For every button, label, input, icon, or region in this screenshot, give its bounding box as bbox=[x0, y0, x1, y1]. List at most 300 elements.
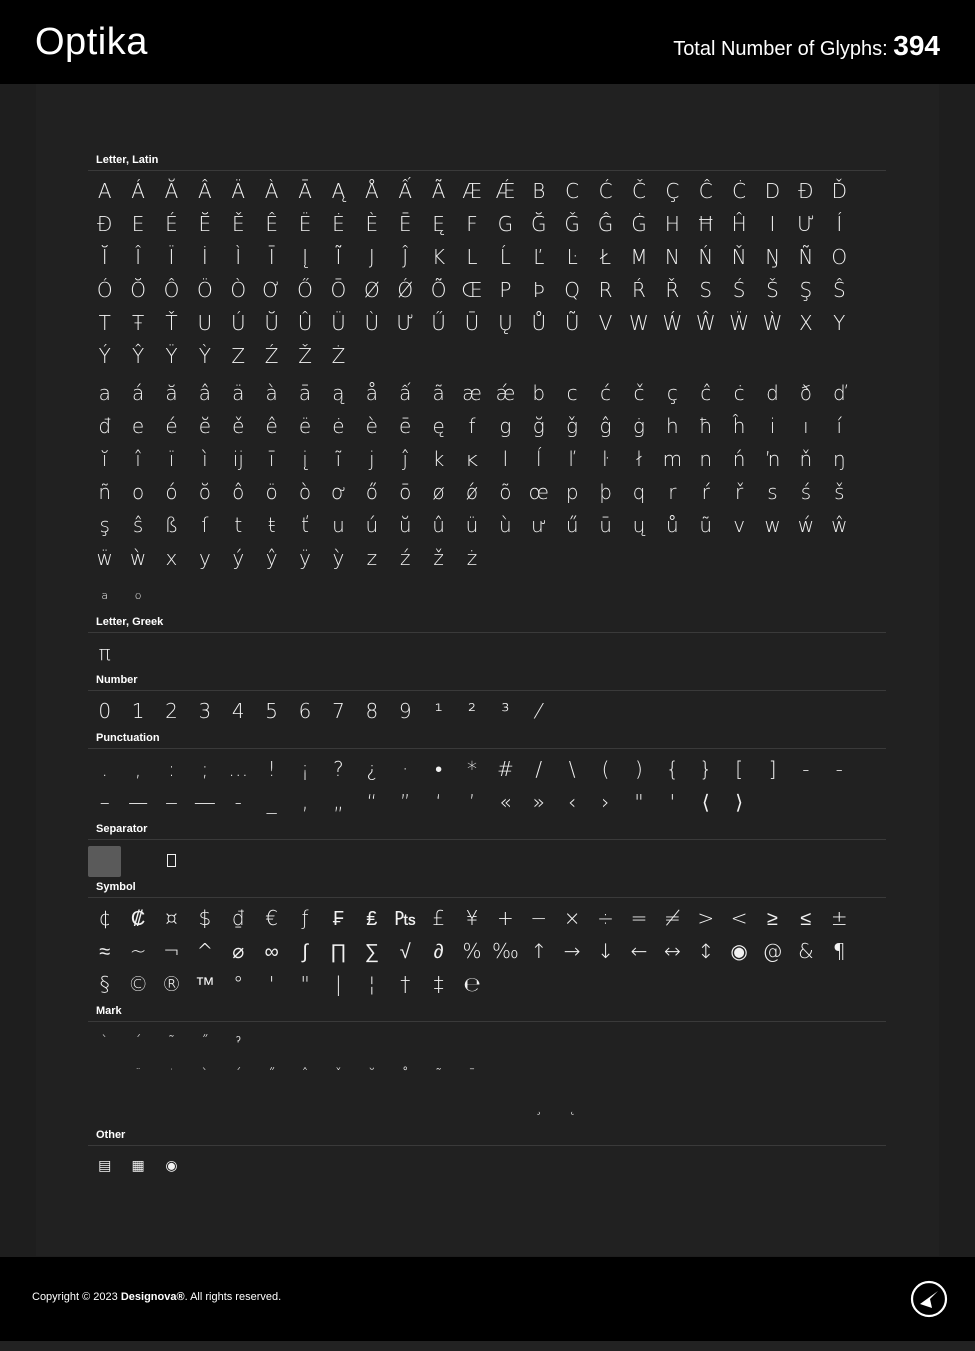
glyph-cell: ä bbox=[232, 381, 245, 405]
glyph-grid bbox=[88, 691, 886, 728]
glyph-cell: ė bbox=[332, 414, 345, 438]
glyph-cell: ‒ bbox=[165, 790, 178, 814]
glyph-cell: Ė bbox=[332, 212, 345, 236]
glyph-cell: E bbox=[131, 212, 145, 236]
glyph-cell: Ĺ bbox=[499, 245, 511, 269]
glyph-cell: ā bbox=[298, 381, 312, 405]
glyph-cell: ˙ bbox=[167, 1067, 175, 1083]
glyph-cell: ĝ bbox=[599, 414, 612, 438]
section-label: Symbol bbox=[88, 877, 886, 898]
glyph-cell: ¬ bbox=[163, 939, 180, 963]
glyph-cell: ư bbox=[530, 513, 547, 537]
glyph-cell: Ġ bbox=[631, 212, 647, 236]
glyph-grid bbox=[88, 1022, 886, 1125]
section-other bbox=[88, 1125, 886, 1183]
glyph-cell: ⟨ bbox=[701, 790, 710, 814]
glyph-cell bbox=[389, 1092, 422, 1125]
glyph-cell: £ bbox=[432, 906, 445, 930]
glyph-cell: N bbox=[664, 245, 680, 269]
glyph-cell: o bbox=[131, 480, 145, 504]
glyph-cell: Ë bbox=[298, 212, 312, 236]
glyph-cell: ˛ bbox=[568, 1100, 576, 1116]
glyph-cell bbox=[522, 1059, 555, 1092]
glyph-cell: ẁ bbox=[129, 546, 147, 570]
glyph-cell: [ bbox=[735, 757, 744, 781]
glyph-total bbox=[673, 26, 940, 69]
glyph-cell: ’ bbox=[468, 790, 476, 814]
glyph-cell: a bbox=[98, 381, 111, 405]
glyph-cell: 4 bbox=[231, 699, 245, 723]
glyph-cell: r bbox=[668, 480, 677, 504]
separator-blank-cell bbox=[121, 844, 154, 877]
section-label: Mark bbox=[88, 1001, 886, 1022]
glyph-cell: “ bbox=[366, 790, 377, 814]
glyph-cell: ₣ bbox=[332, 906, 344, 930]
glyph-cell bbox=[555, 1059, 588, 1092]
glyph-cell: J bbox=[368, 245, 375, 269]
glyph-cell: + bbox=[497, 906, 514, 930]
glyph-cell: K bbox=[432, 245, 446, 269]
glyph-cell: ō bbox=[399, 480, 412, 504]
glyph-cell bbox=[489, 1092, 522, 1125]
glyph-cell: € bbox=[265, 906, 279, 930]
glyph-cell: ◉ bbox=[730, 939, 748, 963]
glyph-cell: ∂ bbox=[433, 939, 444, 963]
glyph-cell: Ł bbox=[599, 245, 612, 269]
glyph-cell: Ỳ bbox=[198, 344, 211, 368]
glyph-cell: æ bbox=[462, 381, 482, 405]
glyph-cell bbox=[322, 1092, 355, 1125]
glyph-cell: ś bbox=[800, 480, 812, 504]
glyph-cell: Ŏ bbox=[130, 278, 146, 302]
glyph-cell: ť bbox=[301, 513, 309, 537]
glyph-cell: ↓ bbox=[597, 939, 614, 963]
glyph-cell: ŋ bbox=[832, 447, 846, 471]
glyph-cell: İ bbox=[201, 245, 208, 269]
glyph-cell: Ű bbox=[431, 311, 446, 335]
glyph-cell bbox=[422, 1092, 455, 1125]
section-label: Letter, Greek bbox=[88, 612, 886, 633]
glyph-grid bbox=[88, 171, 886, 373]
glyph-cell: Ù bbox=[364, 311, 380, 335]
glyph-cell: ű bbox=[565, 513, 579, 537]
glyph-cell: Ž bbox=[298, 344, 312, 368]
glyph-cell: Ŀ bbox=[566, 245, 578, 269]
glyph-cell: ã bbox=[432, 381, 445, 405]
glyph-cell bbox=[622, 1059, 655, 1092]
glyph-cell: Å bbox=[364, 179, 379, 203]
glyph-cell: Á bbox=[131, 179, 145, 203]
glyph-cell: ż bbox=[466, 546, 478, 570]
glyph-cell bbox=[823, 1026, 856, 1059]
glyph-cell: ¤ bbox=[165, 906, 178, 930]
glyph-cell bbox=[789, 1026, 822, 1059]
glyph-cell: Ż bbox=[331, 344, 346, 368]
glyph-cell: Ô bbox=[163, 278, 180, 302]
glyph-cell: Ẅ bbox=[729, 311, 749, 335]
glyph-cell: ğ bbox=[532, 414, 545, 438]
glyph-cell: Ï bbox=[168, 245, 175, 269]
glyph-cell: Ĕ bbox=[198, 212, 212, 236]
section-label: Letter, Latin bbox=[88, 150, 886, 171]
glyph-cell: ˆ bbox=[301, 1067, 309, 1083]
glyph-cell: ` bbox=[201, 1067, 209, 1083]
glyph-cell: Î bbox=[135, 245, 142, 269]
glyph-cell: = bbox=[630, 906, 648, 930]
glyph-cell: √ bbox=[399, 939, 411, 963]
glyph-cell: – bbox=[99, 790, 110, 814]
glyph-cell: Ŵ bbox=[695, 311, 716, 335]
glyph-cell: Ä bbox=[231, 179, 246, 203]
glyph-cell: ² bbox=[467, 699, 476, 723]
glyph-cell: Ş bbox=[799, 278, 813, 302]
glyph-cell: S bbox=[699, 278, 713, 302]
glyph-cell bbox=[689, 1026, 722, 1059]
glyph-cell: ˀ bbox=[235, 1034, 241, 1050]
glyph-cell: T bbox=[98, 311, 111, 335]
glyph-cell: † bbox=[400, 972, 411, 996]
glyph-cell: Ć bbox=[598, 179, 613, 203]
glyph-cell: ö bbox=[265, 480, 278, 504]
glyph-cell: q bbox=[632, 480, 646, 504]
glyph-cell: ę bbox=[432, 414, 445, 438]
glyph-cell: " bbox=[634, 790, 644, 814]
glyph-cell: > bbox=[697, 906, 715, 930]
glyph-cell: 0 bbox=[98, 699, 112, 723]
glyph-cell: ü bbox=[465, 513, 479, 537]
glyph-cell: ç bbox=[666, 381, 678, 405]
glyph-cell: ƒ bbox=[301, 906, 309, 930]
glyph-cell: ò bbox=[298, 480, 312, 504]
section-mark bbox=[88, 1001, 886, 1125]
glyph-cell: Œ bbox=[461, 278, 483, 302]
glyph-cell: 6 bbox=[298, 699, 312, 723]
glyph-cell: " bbox=[300, 972, 310, 996]
glyph-cell: ‑ bbox=[234, 790, 242, 814]
glyph-cell: ³ bbox=[501, 699, 510, 723]
glyph-cell bbox=[589, 1026, 622, 1059]
section-latin bbox=[88, 150, 886, 373]
glyph-cell: Ľ bbox=[533, 245, 545, 269]
glyph-cell bbox=[288, 1092, 321, 1125]
glyph-cell bbox=[823, 1059, 856, 1092]
glyph-cell: Ń bbox=[698, 245, 714, 269]
glyph-cell: đ bbox=[98, 414, 112, 438]
glyph-cell: * bbox=[466, 757, 477, 781]
glyph-cell: ų bbox=[632, 513, 646, 537]
glyph-cell: z bbox=[366, 546, 378, 570]
glyph-cell: Q bbox=[564, 278, 581, 302]
glyph-cell: ‰ bbox=[491, 939, 519, 963]
glyph-cell: ū bbox=[599, 513, 612, 537]
glyph-cell: Ú bbox=[230, 311, 246, 335]
glyph-cell: ð bbox=[799, 381, 813, 405]
glyph-cell: R bbox=[598, 278, 613, 302]
glyph-cell: ŵ bbox=[831, 513, 848, 537]
glyph-cell: ş bbox=[99, 513, 110, 537]
glyph-cell: Ǧ bbox=[564, 212, 580, 236]
section-label: Punctuation bbox=[88, 728, 886, 749]
glyph-cell: ũ bbox=[699, 513, 713, 537]
glyph-cell: Ð bbox=[798, 179, 814, 203]
glyph-cell: Ą bbox=[331, 179, 346, 203]
glyph-cell: p bbox=[565, 480, 579, 504]
glyph-cell: ∏ bbox=[330, 939, 347, 963]
glyph-cell: - bbox=[802, 757, 810, 781]
glyph-cell: i bbox=[769, 414, 776, 438]
glyph-cell: { bbox=[665, 757, 679, 781]
glyph-cell: ĳ bbox=[232, 447, 244, 471]
glyph-cell: Ċ bbox=[732, 179, 747, 203]
glyph-cell: Þ bbox=[532, 278, 545, 302]
glyph-cell: Ấ bbox=[398, 179, 413, 203]
glyph-cell: I bbox=[769, 212, 776, 236]
glyph-cell: õ bbox=[499, 480, 512, 504]
copyright bbox=[32, 1291, 281, 1303]
glyph-cell bbox=[455, 1092, 488, 1125]
glyph-cell: Ų bbox=[498, 311, 513, 335]
glyph-cell: 1 bbox=[131, 699, 145, 723]
glyph-cell: ₧ bbox=[394, 906, 417, 930]
separator-space-glyph bbox=[88, 846, 121, 877]
glyph-cell: o bbox=[134, 589, 142, 602]
glyph-cell: ― bbox=[194, 790, 215, 814]
glyph-cell: ! bbox=[267, 757, 276, 781]
section-label: Separator bbox=[88, 819, 886, 840]
glyph-cell: ° bbox=[233, 972, 244, 996]
glyph-cell bbox=[489, 1026, 522, 1059]
glyph-cell: » bbox=[532, 790, 545, 814]
glyph-cell: ï bbox=[168, 447, 175, 471]
glyph-cell: ← bbox=[630, 939, 648, 963]
glyph-cell: g bbox=[499, 414, 512, 438]
glyph-cell: À bbox=[264, 179, 279, 203]
glyph-cell: Ő bbox=[297, 278, 313, 302]
glyph-cell: # bbox=[497, 757, 514, 781]
section-punctuation bbox=[88, 728, 886, 819]
glyph-cell: ĸ bbox=[466, 447, 478, 471]
glyph-cell: , bbox=[134, 757, 142, 781]
glyph-cell: … bbox=[228, 757, 249, 781]
glyph-cell: ø bbox=[432, 480, 445, 504]
glyph-cell: Z bbox=[231, 344, 246, 368]
glyph-cell: @ bbox=[762, 939, 783, 963]
glyph-cell: ~ bbox=[129, 939, 147, 963]
glyph-cell: ' bbox=[669, 790, 676, 814]
glyph-cell: ñ bbox=[98, 480, 112, 504]
glyph-cell: Õ bbox=[430, 278, 447, 302]
glyph-cell: 2 bbox=[165, 699, 178, 723]
section-symbol bbox=[88, 877, 886, 1001]
glyph-cell: e bbox=[131, 414, 145, 438]
glyph-cell bbox=[355, 1026, 388, 1059]
glyph-cell: è bbox=[365, 414, 378, 438]
glyph-cell: ” bbox=[400, 790, 411, 814]
glyph-cell: ¿ bbox=[366, 757, 378, 781]
glyph-cell: ơ bbox=[330, 480, 346, 504]
glyph-cell bbox=[656, 1059, 689, 1092]
glyph-cell: ™ bbox=[194, 972, 215, 996]
glyph-cell: ě bbox=[232, 414, 245, 438]
glyph-cell: Ö bbox=[196, 278, 213, 302]
glyph-cell: ‚ bbox=[301, 790, 309, 814]
glyph-cell: § bbox=[99, 972, 110, 996]
glyph-cell: & bbox=[798, 939, 814, 963]
glyph-cell bbox=[255, 1026, 288, 1059]
glyph-cell: ₫ bbox=[231, 906, 245, 930]
glyph-grid bbox=[88, 898, 886, 1001]
glyph-cell bbox=[555, 1026, 588, 1059]
glyph-cell: < bbox=[730, 906, 748, 930]
glyph-cell: x bbox=[165, 546, 178, 570]
glyph-cell: Ĩ bbox=[335, 245, 342, 269]
glyph-cell: ˝ bbox=[201, 1034, 209, 1050]
glyph-cell bbox=[722, 1026, 755, 1059]
glyph-cell: Û bbox=[297, 311, 313, 335]
glyph-cell: ŀ bbox=[602, 447, 609, 471]
glyph-cell: ĭ bbox=[101, 447, 108, 471]
glyph-cell: ấ bbox=[399, 381, 412, 405]
glyph-cell: Ě bbox=[231, 212, 245, 236]
designova-logo-icon[interactable] bbox=[910, 1280, 948, 1318]
glyph-cell: É bbox=[165, 212, 178, 236]
glyph-cell: ÷ bbox=[597, 906, 614, 930]
glyph-cell: œ bbox=[528, 480, 549, 504]
glyph-cell: ¢ bbox=[98, 906, 112, 930]
glyph-cell: : bbox=[168, 757, 175, 781]
section-latin-ordinals bbox=[88, 575, 886, 612]
glyph-cell: Ť bbox=[165, 311, 178, 335]
glyph-cell bbox=[422, 1026, 455, 1059]
glyph-cell: H bbox=[664, 212, 680, 236]
glyph-cell: « bbox=[499, 790, 512, 814]
glyph-cell: l bbox=[502, 447, 509, 471]
glyph-cell: M bbox=[630, 245, 648, 269]
glyph-cell bbox=[288, 1026, 321, 1059]
glyph-cell: P bbox=[499, 278, 512, 302]
glyph-cell: m bbox=[662, 447, 683, 471]
glyph-cell: Ś bbox=[732, 278, 746, 302]
glyph-cell: ₤ bbox=[366, 906, 378, 930]
glyph-cell: ẃ bbox=[797, 513, 815, 537]
glyph-cell: Ĝ bbox=[597, 212, 614, 236]
glyph-cell: ì bbox=[202, 447, 208, 471]
glyph-cell: c bbox=[566, 381, 578, 405]
glyph-cell bbox=[155, 1092, 188, 1125]
glyph-cell: j bbox=[369, 447, 375, 471]
glyph-cell: ĕ bbox=[198, 414, 212, 438]
glyph-cell: „ bbox=[333, 790, 344, 814]
glyph-cell: ) bbox=[635, 757, 643, 781]
glyph-cell: Y bbox=[833, 311, 846, 335]
glyph-cell: ź bbox=[399, 546, 411, 570]
glyph-cell: Ă bbox=[164, 179, 179, 203]
glyph-cell: þ bbox=[599, 480, 612, 504]
glyph-cell: ň bbox=[799, 447, 813, 471]
glyph-cell: ŉ bbox=[764, 447, 781, 471]
glyph-cell: ą bbox=[332, 381, 345, 405]
glyph-cell: ß bbox=[164, 513, 179, 537]
glyph-cell: ù bbox=[499, 513, 512, 537]
glyph-cell: ī bbox=[268, 447, 275, 471]
glyph-cell: h bbox=[665, 414, 679, 438]
glyph-cell bbox=[622, 1026, 655, 1059]
glyph-cell: Ã bbox=[431, 179, 446, 203]
glyph-cell: d bbox=[766, 381, 779, 405]
glyph-cell: ¥ bbox=[465, 906, 479, 930]
glyph-cell: ≈ bbox=[99, 939, 111, 963]
glyph-cell: → bbox=[563, 939, 581, 963]
glyph-cell bbox=[656, 1026, 689, 1059]
glyph-cell: ŭ bbox=[398, 513, 412, 537]
glyph-cell: Ø bbox=[363, 278, 380, 302]
glyph-cell: a bbox=[101, 589, 109, 602]
copyright-suffix: . All rights reserved. bbox=[184, 1291, 282, 1303]
glyph-cell: ˝ bbox=[268, 1067, 276, 1083]
glyph-cell: ſ bbox=[201, 513, 209, 537]
glyph-cell: ĩ bbox=[335, 447, 342, 471]
copyright-prefix: Copyright © 2023 bbox=[32, 1291, 121, 1303]
glyph-cell: Ư bbox=[797, 212, 815, 236]
glyph-cell: ŷ bbox=[265, 546, 278, 570]
glyph-cell: č bbox=[633, 381, 645, 405]
glyph-cell: Ư bbox=[396, 311, 414, 335]
page-header bbox=[0, 0, 975, 84]
glyph-cell: ≤ bbox=[800, 906, 812, 930]
glyph-cell: ⟩ bbox=[735, 790, 744, 814]
glyph-cell: ħ bbox=[698, 414, 713, 438]
glyph-cell: Ì bbox=[235, 245, 242, 269]
glyph-cell: Į bbox=[302, 245, 308, 269]
glyph-cell: ő bbox=[365, 480, 378, 504]
glyph-cell: ¶ bbox=[832, 939, 846, 963]
glyph-cell: Ĥ bbox=[731, 212, 747, 236]
glyph-cell: ℮ bbox=[463, 972, 481, 996]
glyph-cell: ↑ bbox=[530, 939, 548, 963]
glyph-cell bbox=[789, 1059, 822, 1092]
section-label: Number bbox=[88, 670, 886, 691]
glyph-cell: ¨ bbox=[134, 1067, 142, 1083]
glyph-cell: ẅ bbox=[96, 546, 113, 570]
glyph-cell: ŕ bbox=[701, 480, 710, 504]
glyph-cell: È bbox=[365, 212, 379, 236]
glyph-cell: ǿ bbox=[465, 480, 479, 504]
glyph-cell: Ŋ bbox=[764, 245, 781, 269]
glyph-cell: Ĵ bbox=[402, 245, 409, 269]
glyph-cell bbox=[722, 1059, 755, 1092]
glyph-cell bbox=[88, 1092, 121, 1125]
glyph-cell: š bbox=[834, 480, 845, 504]
glyph-cell: Ç bbox=[665, 179, 680, 203]
glyph-cell: ' bbox=[268, 972, 275, 996]
glyph-cell: ‡ bbox=[433, 972, 444, 996]
glyph-cell: ĺ bbox=[535, 447, 542, 471]
glyph-cell bbox=[188, 1092, 221, 1125]
glyph-cell: ÿ bbox=[299, 546, 311, 570]
glyph-cell: ¡ bbox=[301, 757, 310, 781]
glyph-cell: U bbox=[197, 311, 213, 335]
glyph-cell: Đ bbox=[96, 212, 113, 236]
glyph-cell: L bbox=[466, 245, 478, 269]
glyph-cell: ǽ bbox=[495, 381, 516, 405]
brand-name: Designova® bbox=[120, 1291, 185, 1303]
glyph-cell: t bbox=[234, 513, 243, 537]
glyph-cell: 9 bbox=[398, 699, 412, 723]
glyph-cell: Š bbox=[766, 278, 779, 302]
glyph-cell: ⁄ bbox=[537, 699, 541, 723]
glyph-cell: ¯ bbox=[468, 1067, 476, 1083]
glyph-cell: Ħ bbox=[696, 212, 715, 236]
